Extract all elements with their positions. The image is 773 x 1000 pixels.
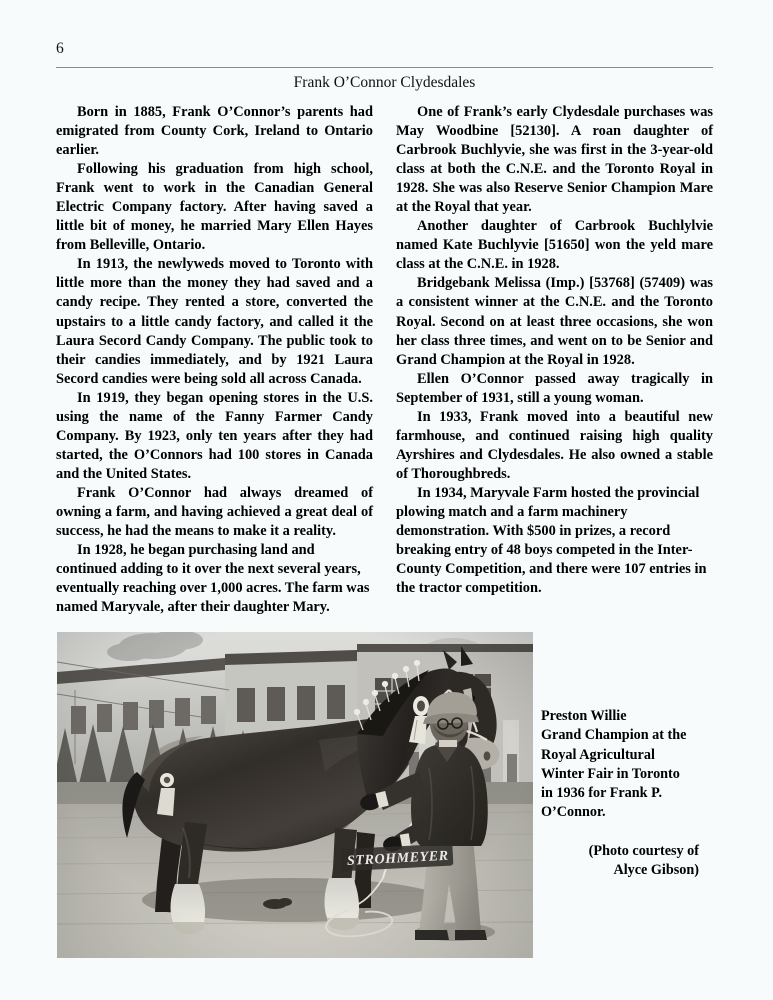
page-number: 6: [56, 40, 64, 57]
credit-line: (Photo courtesy of: [588, 843, 699, 860]
photo-artwork: [57, 632, 533, 958]
caption-line: Preston Willie: [541, 708, 627, 724]
caption-line: in 1936 for Frank P.: [541, 785, 663, 802]
paragraph: Bridgebank Melissa (Imp.) [53768] (57409) was a consistent winner at the C.N.E. and the Toronto Royal. Second on at least three occasions, she won her class three times, and went on to be Senior and Grand Champion at the Royal in 1928.: [396, 275, 713, 368]
paragraph: Following his graduation from high school, Frank went to work in the Canadian General Electric Company factory. After having saved a little bit of money, he married Mary Ellen Hayes from Belleville, Ontario.: [56, 161, 373, 254]
caption-line: Royal Agricultural: [541, 746, 655, 763]
caption-line: O’Connor.: [541, 804, 606, 821]
photo-caption: [541, 707, 717, 881]
paragraph: In 1913, the newlyweds moved to Toronto with little more than the money they had saved and a candy recipe. They rented a store, converted the upstairs to a little candy factory, and called it the Laura Secord Candy Company. The public took to their candies immediately, and by 1921 Laura Secord candies were being sold all across Canada.: [56, 256, 373, 387]
paragraph: In 1928, he began purchasing land and continued adding to it over the next several years, eventually reaching over 1,000 acres. The farm was named Maryvale, after their daughter Mary.: [56, 542, 370, 616]
paragraph: In 1919, they began opening stores in the U.S. using the name of the Fanny Farmer Candy Company. By 1923, only ten years after they had started, the O’Connors had 100 stores in Canada and the United States.: [56, 389, 373, 482]
credit-line: Alyce Gibson): [613, 862, 699, 879]
paragraph: In 1933, Frank moved into a beautiful new farmhouse, and continued raising high quality Ayrshires and Clydesdales. He also owned a stable of Thoroughbreds.: [396, 408, 713, 482]
body-column-left: [56, 103, 373, 617]
photo-credit: [541, 842, 699, 881]
paragraph: Ellen O’Connor passed away tragically in September of 1931, still a young woman.: [396, 370, 713, 406]
clydesdale-photograph: [57, 632, 533, 958]
body-column-right: [396, 103, 713, 598]
header-rule: [56, 67, 713, 68]
caption-line: Winter Fair in Toronto: [541, 765, 680, 782]
paragraph: Another daughter of Carbrook Buchlylvie named Kate Buchlyvie [51650] won the yeld mare class at the C.N.E. in 1928.: [396, 218, 713, 273]
caption-line: Grand Champion at the: [541, 727, 687, 744]
paragraph: Born in 1885, Frank O’Connor’s parents had emigrated from County Cork, Ireland to Ontario earlier.: [56, 104, 373, 159]
paragraph: One of Frank’s early Clydesdale purchases was May Woodbine [52130]. A roan daughter of Carbrook Buchlyvie, she was first in the 3-year-old class at both the C.N.E. and the Toronto Royal in 1928. She was also Reserve Senior Champion Mare at the Royal that year.: [396, 104, 713, 216]
running-title: Frank O’Connor Clydesdales: [293, 74, 476, 91]
paragraph: In 1934, Maryvale Farm hosted the provincial plowing match and a farm machinery demonstration. With $500 in prizes, a record breaking entry of 48 boys competed in the Inter-County Competition, and there were 107 entries in the tractor competition.: [396, 484, 707, 597]
paragraph: Frank O’Connor had always dreamed of owning a farm, and having achieved a great deal of success, he had the means to make it a reality.: [56, 484, 373, 540]
